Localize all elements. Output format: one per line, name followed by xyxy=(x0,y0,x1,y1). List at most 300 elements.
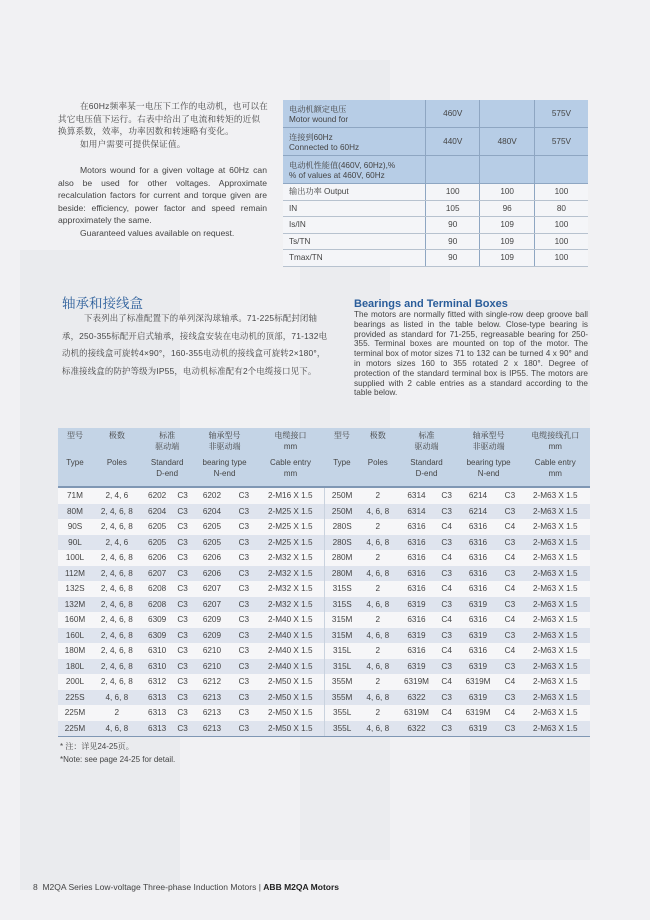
bearing-table-header-zh xyxy=(58,428,590,454)
table-cell: 180L xyxy=(58,659,92,675)
column-header xyxy=(193,428,257,454)
table-cell: 225M xyxy=(58,721,92,737)
table-cell: 6209 xyxy=(193,628,232,644)
table-cell: 2 xyxy=(359,674,396,690)
table-cell: C3 xyxy=(231,519,256,535)
label-zh: 连接到60Hz xyxy=(289,132,333,142)
table-cell: 6319 xyxy=(457,721,500,737)
column-header-line: D-end xyxy=(156,469,179,478)
table-cell: 132S xyxy=(58,581,92,597)
label-en: Motor wound for xyxy=(289,114,349,124)
row-value: 96 xyxy=(480,200,534,217)
row-value: 100 xyxy=(534,233,588,250)
section-title-zh: 轴承和接线盒 xyxy=(62,296,143,311)
column-header-line: 极数 xyxy=(108,431,125,440)
table-cell: C3 xyxy=(231,487,256,504)
table-cell: C3 xyxy=(231,581,256,597)
row-value: 100 xyxy=(534,217,588,234)
table-cell: 2-M63 X 1.5 xyxy=(521,535,590,551)
table-cell: 6314 xyxy=(396,487,436,504)
bearing-table-header-en xyxy=(58,454,590,487)
column-header-line: 非驱动端 xyxy=(472,442,505,451)
table-cell: 6310 xyxy=(142,659,173,675)
page-number: 8 xyxy=(33,882,38,892)
row-value: 109 xyxy=(480,250,534,267)
table-cell: 2, 4, 6 xyxy=(92,535,142,551)
table-cell: 4, 6, 8 xyxy=(92,721,142,737)
table-cell: 6314 xyxy=(396,504,436,520)
table-cell: C4 xyxy=(437,674,457,690)
column-header-line: 电缆接口 xyxy=(274,431,307,440)
voltage-value xyxy=(480,156,534,184)
table-cell: C4 xyxy=(499,550,520,566)
table-row xyxy=(58,550,590,566)
table-cell: 2 xyxy=(359,581,396,597)
table-cell: 6313 xyxy=(142,721,173,737)
table-cell: 2-M40 X 1.5 xyxy=(256,612,324,628)
table-cell: 2-M63 X 1.5 xyxy=(521,721,590,737)
column-header xyxy=(325,428,360,454)
table-cell: 250M xyxy=(325,487,360,504)
table-cell: C3 xyxy=(173,504,193,520)
table-cell: 6205 xyxy=(193,519,232,535)
table-cell: C3 xyxy=(173,612,193,628)
table-cell: 2-M50 X 1.5 xyxy=(256,721,324,737)
table-cell: C3 xyxy=(173,628,193,644)
voltage-value: 440V xyxy=(426,128,480,156)
column-header-line: 极数 xyxy=(369,431,386,440)
table-cell: 160M xyxy=(58,612,92,628)
table-cell: C3 xyxy=(437,628,457,644)
table-cell: C3 xyxy=(437,659,457,675)
table-cell: 2, 4, 6, 8 xyxy=(92,674,142,690)
table-cell: 2-M63 X 1.5 xyxy=(521,519,590,535)
table-cell: 4, 6, 8 xyxy=(359,690,396,706)
table-cell: 6213 xyxy=(193,721,232,737)
table-cell: 6316 xyxy=(457,581,500,597)
table-cell: 6319 xyxy=(457,659,500,675)
table-cell: C3 xyxy=(437,487,457,504)
table-cell: 6206 xyxy=(193,550,232,566)
column-header-line: 标准 xyxy=(159,431,176,440)
table-row xyxy=(58,628,590,644)
table-row xyxy=(58,566,590,582)
row-value: 90 xyxy=(426,217,480,234)
table-cell: 2-M40 X 1.5 xyxy=(256,643,324,659)
voltage-data-row xyxy=(283,217,588,234)
column-header-line: mm xyxy=(283,442,298,451)
table-cell: 6312 xyxy=(142,674,173,690)
table-cell: 6319M xyxy=(396,705,436,721)
table-cell: 2-M63 X 1.5 xyxy=(521,705,590,721)
voltage-value: 575V xyxy=(534,128,588,156)
table-cell: C3 xyxy=(231,643,256,659)
table-cell: 2 xyxy=(92,705,142,721)
bearings-text-en: The motors are normally fitted with single-row deep groove ball bearings as listed in the table below. Close-type bearing is provided as standard for 71-255, regreasable bearing for 250-355. Terminal boxes are mounted on top of the motor. The terminal box of motor sizes 71 to 132 can be turned 4 x 90° and in motors sizes 160 to 355 rotated 2 x 180°. Degree of protection of the standard terminal box is IP55. The motors are supplied with 2 cable entries as a standard according to the table below. xyxy=(354,310,588,398)
table-cell: C3 xyxy=(437,535,457,551)
bearings-text-zh-body: 下表列出了标准配置下的单列深沟球轴承。71-225标配封闭轴承，250-355标配开启式轴承，接线盒安装在电动机的顶部，71-132电动机的接线盒可旋转4×90°，160-355电动机的接线盒可旋转2×180°，标准接线盒的防护等级为IP55，电动机标准配有2个电缆接口见下。 xyxy=(62,313,328,376)
table-cell: C3 xyxy=(173,550,193,566)
table-cell: C3 xyxy=(499,690,520,706)
column-header-line: Cable entry xyxy=(534,458,576,467)
table-cell: C4 xyxy=(499,581,520,597)
column-header xyxy=(142,428,193,454)
table-cell: 2-M25 X 1.5 xyxy=(256,535,324,551)
column-header-line: bearing type xyxy=(202,458,247,467)
table-cell: 225M xyxy=(58,705,92,721)
table-cell: 2-M63 X 1.5 xyxy=(521,643,590,659)
column-header xyxy=(256,428,324,454)
table-cell: 2-M63 X 1.5 xyxy=(521,628,590,644)
table-notes xyxy=(60,740,175,766)
row-label: Ts/TN xyxy=(283,233,426,250)
table-cell: 315M xyxy=(325,612,360,628)
table-cell: 6322 xyxy=(396,690,436,706)
table-cell: 90S xyxy=(58,519,92,535)
table-cell: C4 xyxy=(499,612,520,628)
table-cell: 4, 6, 8 xyxy=(359,597,396,613)
table-cell: 2, 4, 6, 8 xyxy=(92,597,142,613)
voltage-value xyxy=(534,156,588,184)
row-value: 100 xyxy=(480,184,534,201)
table-cell: C4 xyxy=(437,550,457,566)
table-cell: 6319 xyxy=(457,628,500,644)
row-value: 100 xyxy=(534,250,588,267)
table-cell: 2-M50 X 1.5 xyxy=(256,690,324,706)
table-cell: 2 xyxy=(359,487,396,504)
table-cell: 355M xyxy=(325,690,360,706)
column-header-line: 轴承型号 xyxy=(208,431,241,440)
column-header-line: 电缆接线孔口 xyxy=(531,431,580,440)
table-cell: C3 xyxy=(173,519,193,535)
table-cell: C3 xyxy=(499,535,520,551)
table-cell: 280S xyxy=(325,519,360,535)
table-cell: 2-M32 X 1.5 xyxy=(256,581,324,597)
table-cell: 132M xyxy=(58,597,92,613)
note-zh: * 注：详见24-25页。 xyxy=(60,742,134,751)
table-cell: 6316 xyxy=(457,643,500,659)
column-header-line: mm xyxy=(283,469,298,478)
column-header-line: N-end xyxy=(477,469,500,478)
table-cell: 6319 xyxy=(396,628,436,644)
table-cell: 6208 xyxy=(142,581,173,597)
table-cell: 315S xyxy=(325,597,360,613)
column-header-line: D-end xyxy=(415,469,438,478)
voltage-data-row xyxy=(283,184,588,201)
row-label: Is/IN xyxy=(283,217,426,234)
table-cell: 315M xyxy=(325,628,360,644)
table-cell: C3 xyxy=(499,628,520,644)
table-cell: C4 xyxy=(437,643,457,659)
table-cell: 2-M63 X 1.5 xyxy=(521,581,590,597)
table-cell: C3 xyxy=(173,674,193,690)
label-en: % of values at 460V, 60Hz xyxy=(289,170,385,180)
table-cell: 2-M63 X 1.5 xyxy=(521,674,590,690)
table-cell: 2, 4, 6 xyxy=(92,487,142,504)
footer-brand: ABB M2QA Motors xyxy=(263,882,340,892)
row-value: 90 xyxy=(426,250,480,267)
table-cell: 6319M xyxy=(457,674,500,690)
table-row xyxy=(58,535,590,551)
table-row xyxy=(58,705,590,721)
table-cell: 4, 6, 8 xyxy=(359,566,396,582)
table-cell: 6204 xyxy=(142,504,173,520)
table-cell: 2, 4, 6, 8 xyxy=(92,643,142,659)
column-header xyxy=(92,454,142,487)
table-cell: C3 xyxy=(231,504,256,520)
table-cell: C3 xyxy=(437,566,457,582)
table-cell: C3 xyxy=(173,690,193,706)
footer-series: M2QA Series Low-voltage Three-phase Induction Motors | xyxy=(42,882,261,892)
table-cell: 4, 6, 8 xyxy=(359,535,396,551)
page-footer xyxy=(33,882,339,892)
table-cell: C3 xyxy=(231,535,256,551)
voltage-header-label xyxy=(283,128,426,156)
table-cell: 2-M63 X 1.5 xyxy=(521,690,590,706)
column-header xyxy=(58,428,92,454)
table-cell: 6210 xyxy=(193,643,232,659)
column-header-line: 标准 xyxy=(418,431,435,440)
row-value: 109 xyxy=(480,217,534,234)
table-cell: C3 xyxy=(231,659,256,675)
table-cell: 6310 xyxy=(142,643,173,659)
table-cell: 355L xyxy=(325,721,360,737)
table-cell: C4 xyxy=(437,612,457,628)
row-value: 100 xyxy=(534,184,588,201)
table-cell: 80M xyxy=(58,504,92,520)
column-header-line: Poles xyxy=(106,458,127,467)
table-cell: C3 xyxy=(231,612,256,628)
table-cell: 6316 xyxy=(396,643,436,659)
table-cell: C3 xyxy=(437,690,457,706)
table-cell: C3 xyxy=(173,566,193,582)
table-cell: 6207 xyxy=(193,581,232,597)
table-cell: C3 xyxy=(173,643,193,659)
table-cell: C3 xyxy=(499,721,520,737)
column-header-line: 非驱动端 xyxy=(208,442,241,451)
voltage-data-row xyxy=(283,200,588,217)
table-cell: 6212 xyxy=(193,674,232,690)
column-header-line: 驱动端 xyxy=(155,442,180,451)
column-header xyxy=(396,454,456,487)
table-cell: 6316 xyxy=(396,550,436,566)
table-cell: 180M xyxy=(58,643,92,659)
column-header xyxy=(359,454,396,487)
column-header xyxy=(58,454,92,487)
table-row xyxy=(58,643,590,659)
table-cell: C4 xyxy=(437,519,457,535)
table-cell: 4, 6, 8 xyxy=(359,504,396,520)
voltage-value: 460V xyxy=(426,100,480,128)
table-cell: 2 xyxy=(359,550,396,566)
intro-zh xyxy=(58,100,268,150)
table-cell: C3 xyxy=(231,566,256,582)
table-cell: 6214 xyxy=(457,504,500,520)
table-cell: C3 xyxy=(173,535,193,551)
table-cell: C4 xyxy=(499,519,520,535)
table-cell: 200L xyxy=(58,674,92,690)
table-cell: 2, 4, 6, 8 xyxy=(92,550,142,566)
table-cell: 6316 xyxy=(396,535,436,551)
table-cell: 2 xyxy=(359,519,396,535)
table-cell: C4 xyxy=(437,705,457,721)
table-cell: C3 xyxy=(231,690,256,706)
row-value: 109 xyxy=(480,233,534,250)
table-row xyxy=(58,581,590,597)
table-cell: 4, 6, 8 xyxy=(359,628,396,644)
table-cell: C3 xyxy=(499,566,520,582)
table-cell: C3 xyxy=(437,504,457,520)
table-cell: C3 xyxy=(499,659,520,675)
table-cell: C3 xyxy=(173,659,193,675)
table-row xyxy=(58,504,590,520)
table-cell: C3 xyxy=(231,628,256,644)
voltage-value: 480V xyxy=(480,128,534,156)
table-cell: 6319 xyxy=(457,690,500,706)
table-cell: 6322 xyxy=(396,721,436,737)
table-cell: 6319M xyxy=(396,674,436,690)
voltage-value xyxy=(480,100,534,128)
voltage-header-row xyxy=(283,156,588,184)
table-row xyxy=(58,487,590,504)
table-cell: 2, 4, 6, 8 xyxy=(92,581,142,597)
note-en: *Note: see page 24-25 for detail. xyxy=(60,755,176,764)
table-cell: 2, 4, 6, 8 xyxy=(92,612,142,628)
table-cell: 2-M25 X 1.5 xyxy=(256,519,324,535)
column-header-line: Type xyxy=(333,458,351,467)
intro-en-para2: Guaranteed values available on request. xyxy=(80,227,235,238)
table-cell: 2, 4, 6, 8 xyxy=(92,504,142,520)
table-cell: 100L xyxy=(58,550,92,566)
column-header-line: 轴承型号 xyxy=(472,431,505,440)
table-cell: C4 xyxy=(437,581,457,597)
table-cell: 6316 xyxy=(457,566,500,582)
table-row xyxy=(58,690,590,706)
table-row xyxy=(58,612,590,628)
table-cell: 6206 xyxy=(142,550,173,566)
table-cell: 2-M32 X 1.5 xyxy=(256,597,324,613)
table-cell: 2-M63 X 1.5 xyxy=(521,612,590,628)
table-cell: C3 xyxy=(499,504,520,520)
table-cell: 112M xyxy=(58,566,92,582)
column-header xyxy=(256,454,324,487)
table-cell: C4 xyxy=(499,705,520,721)
column-header-line: N-end xyxy=(213,469,236,478)
table-cell: 6316 xyxy=(457,612,500,628)
table-cell: C4 xyxy=(499,643,520,659)
table-cell: 6319 xyxy=(396,597,436,613)
voltage-factor-table xyxy=(283,100,588,267)
table-cell: 6316 xyxy=(457,535,500,551)
table-cell: 280M xyxy=(325,550,360,566)
table-cell: C3 xyxy=(173,721,193,737)
table-cell: 160L xyxy=(58,628,92,644)
table-cell: 225S xyxy=(58,690,92,706)
table-cell: 2-M63 X 1.5 xyxy=(521,597,590,613)
table-cell: 4, 6, 8 xyxy=(92,690,142,706)
table-cell: 6204 xyxy=(193,504,232,520)
table-cell: 6202 xyxy=(142,487,173,504)
table-cell: 2-M25 X 1.5 xyxy=(256,504,324,520)
table-cell: 6309 xyxy=(142,612,173,628)
column-header xyxy=(359,428,396,454)
table-cell: 6313 xyxy=(142,705,173,721)
row-value: 105 xyxy=(426,200,480,217)
table-cell: C4 xyxy=(499,674,520,690)
table-row xyxy=(58,597,590,613)
table-cell: 2-M63 X 1.5 xyxy=(521,504,590,520)
table-row xyxy=(58,659,590,675)
row-value: 80 xyxy=(534,200,588,217)
column-header xyxy=(92,428,142,454)
table-cell: 6205 xyxy=(142,535,173,551)
table-cell: 6209 xyxy=(193,612,232,628)
column-header-line: Type xyxy=(66,458,84,467)
label-en: Connected to 60Hz xyxy=(289,142,360,152)
table-cell: C3 xyxy=(231,597,256,613)
column-header xyxy=(325,454,360,487)
column-header-line: Cable entry xyxy=(270,458,311,467)
table-cell: 6316 xyxy=(457,550,500,566)
table-cell: C3 xyxy=(173,581,193,597)
column-header-line: Standard xyxy=(410,458,443,467)
table-cell: 6316 xyxy=(457,519,500,535)
table-cell: 6319 xyxy=(457,597,500,613)
voltage-data-row xyxy=(283,250,588,267)
table-cell: 2-M50 X 1.5 xyxy=(256,674,324,690)
column-header xyxy=(396,428,456,454)
table-cell: 71M xyxy=(58,487,92,504)
table-cell: 280S xyxy=(325,535,360,551)
table-cell: 315L xyxy=(325,659,360,675)
table-cell: C3 xyxy=(231,674,256,690)
table-cell: 6319 xyxy=(396,659,436,675)
table-cell: 6316 xyxy=(396,519,436,535)
table-cell: 6313 xyxy=(142,690,173,706)
table-cell: 6214 xyxy=(457,487,500,504)
table-cell: 315L xyxy=(325,643,360,659)
row-label: 输出功率 Output xyxy=(283,184,426,201)
table-cell: 6202 xyxy=(193,487,232,504)
row-label: IN xyxy=(283,200,426,217)
table-cell: 2-M16 X 1.5 xyxy=(256,487,324,504)
table-cell: 2-M32 X 1.5 xyxy=(256,566,324,582)
table-cell: 6206 xyxy=(193,566,232,582)
column-header xyxy=(521,428,590,454)
table-cell: 6316 xyxy=(396,581,436,597)
table-cell: 2 xyxy=(359,643,396,659)
table-cell: 315S xyxy=(325,581,360,597)
table-cell: 6207 xyxy=(193,597,232,613)
table-cell: 2-M63 X 1.5 xyxy=(521,659,590,675)
table-cell: 6205 xyxy=(193,535,232,551)
column-header-line: 型号 xyxy=(66,431,83,440)
table-cell: C3 xyxy=(231,550,256,566)
table-cell: 355L xyxy=(325,705,360,721)
table-cell: 6316 xyxy=(396,566,436,582)
table-cell: 6207 xyxy=(142,566,173,582)
table-cell: 6208 xyxy=(142,597,173,613)
column-header-line: 驱动端 xyxy=(414,442,439,451)
column-header xyxy=(193,454,257,487)
column-header xyxy=(142,454,193,487)
table-cell: 6205 xyxy=(142,519,173,535)
label-zh: 电动机性能值(460V, 60Hz),% xyxy=(289,160,396,170)
table-cell: 2, 4, 6, 8 xyxy=(92,628,142,644)
table-cell: 2, 4, 6, 8 xyxy=(92,566,142,582)
table-cell: 6309 xyxy=(142,628,173,644)
table-cell: 6316 xyxy=(396,612,436,628)
